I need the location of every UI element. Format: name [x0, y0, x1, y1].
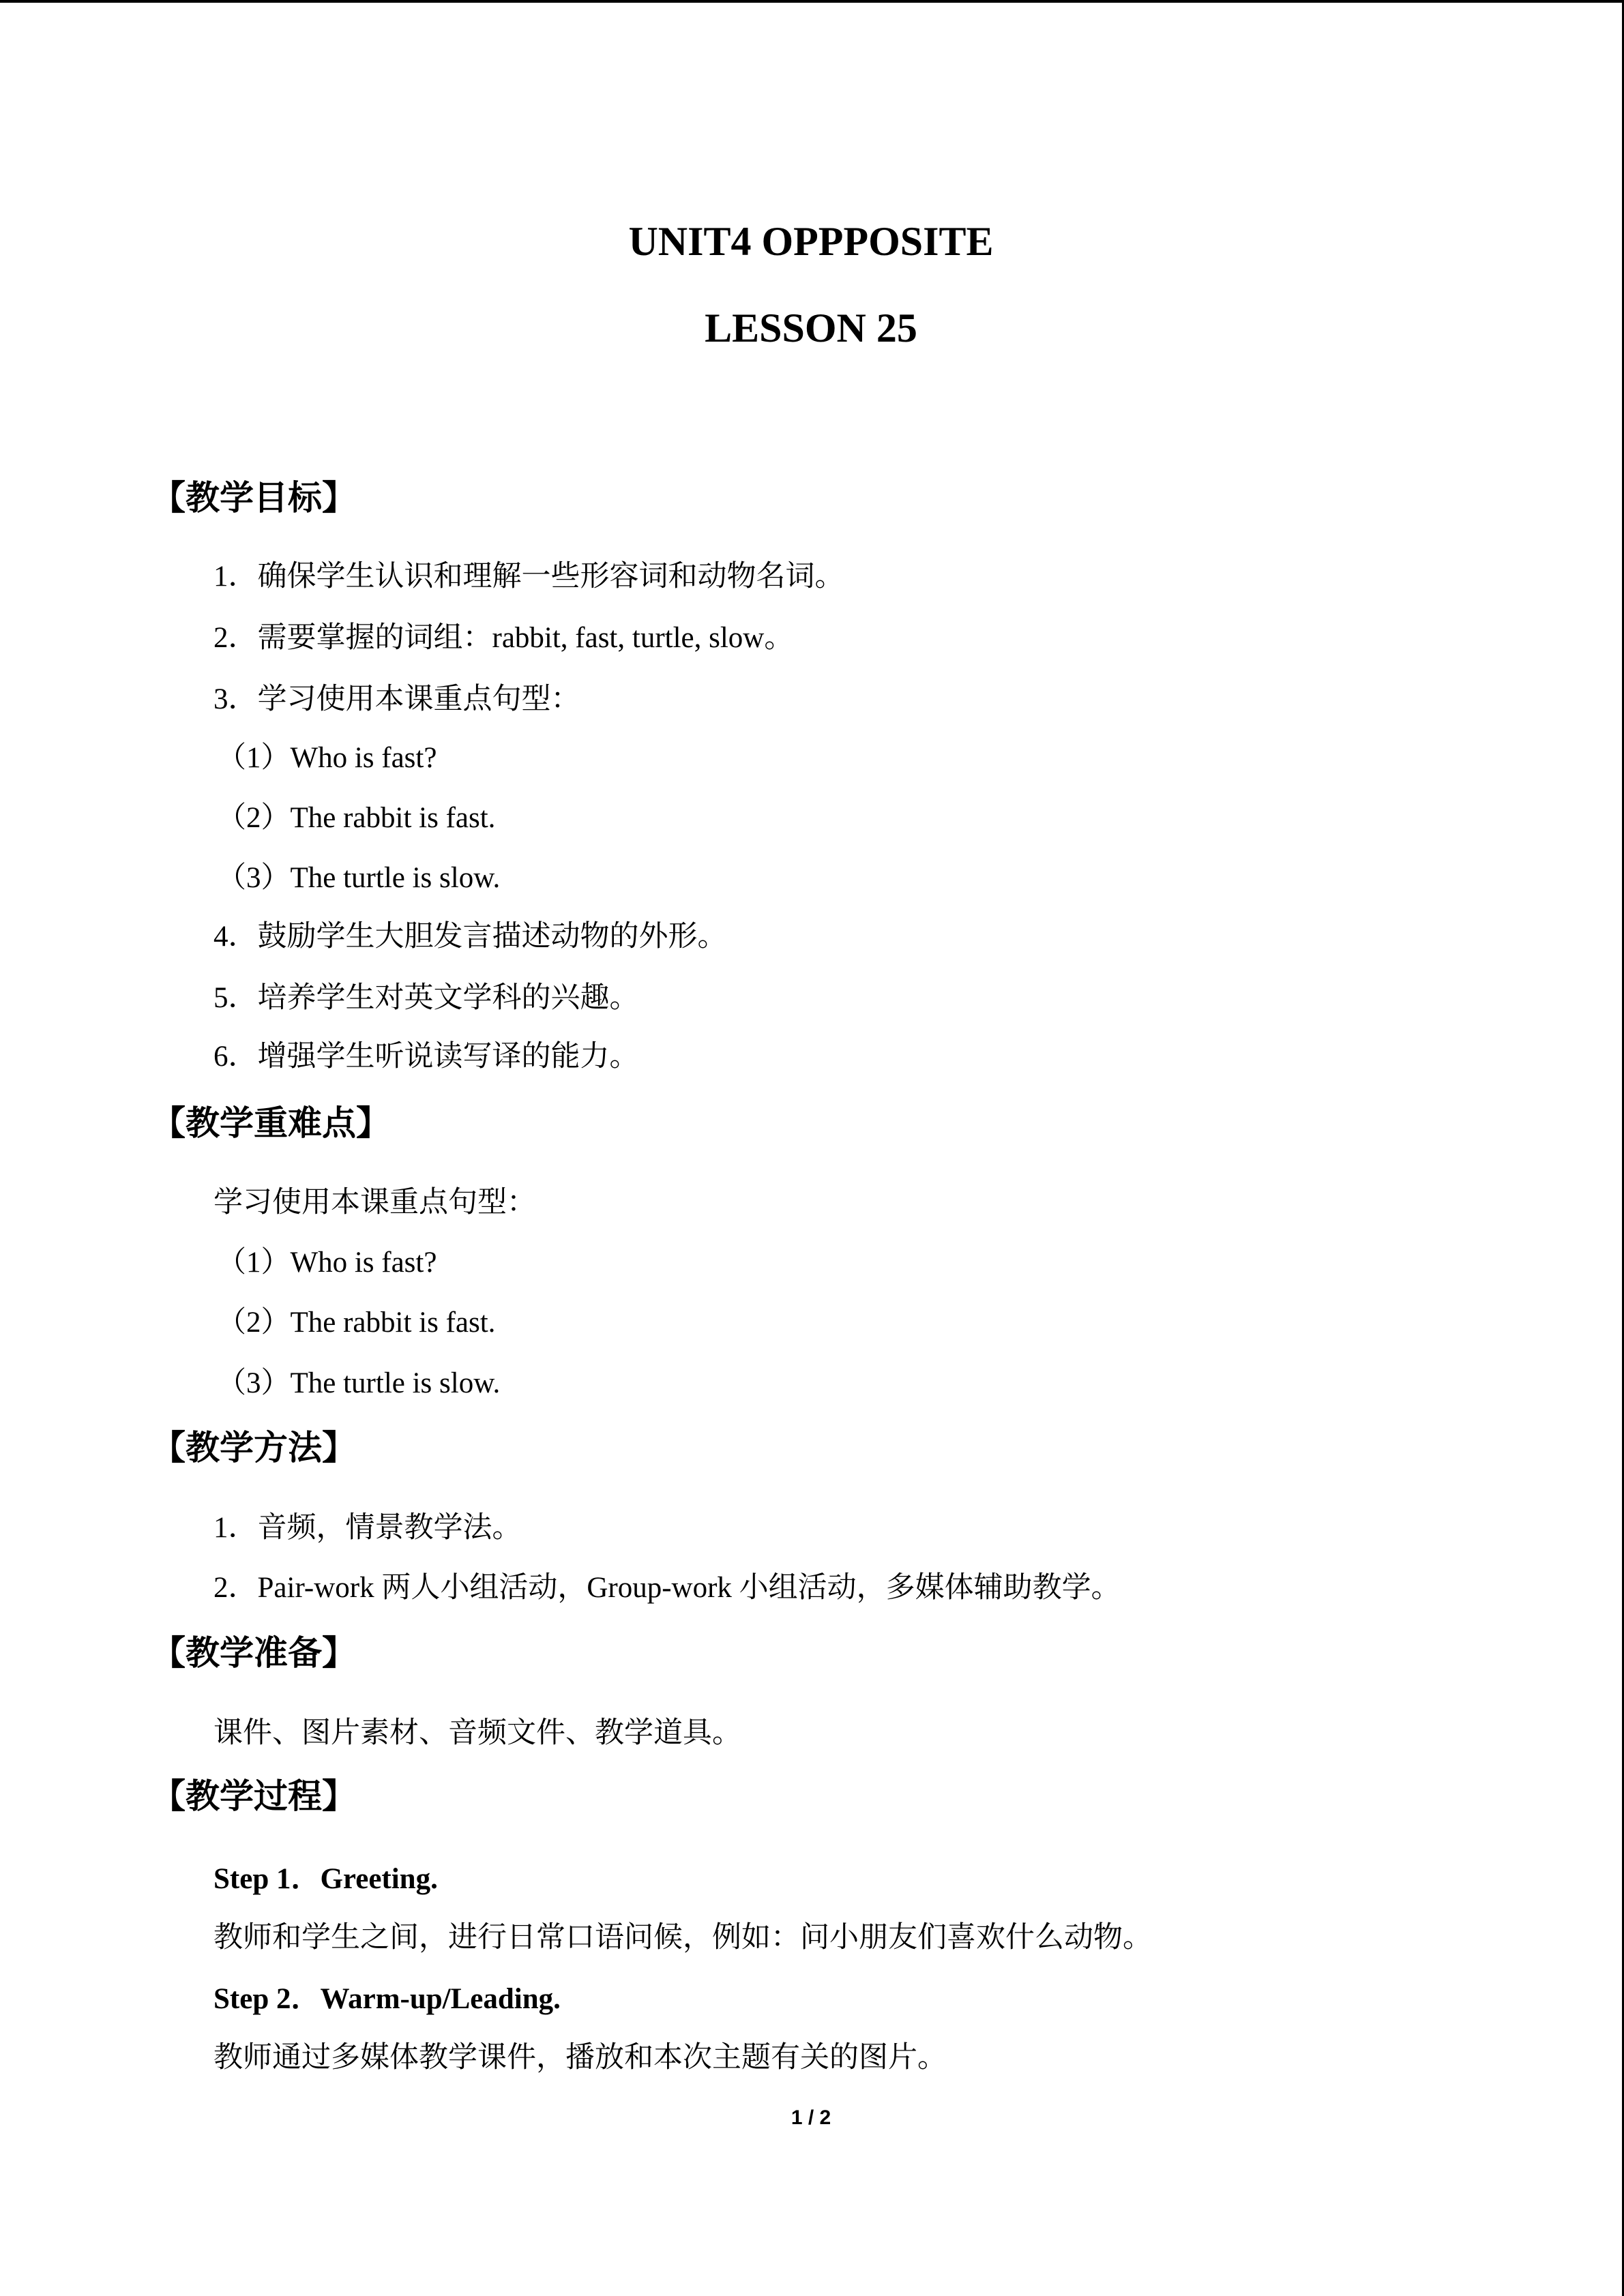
list-item: 1．音频，情景教学法。	[213, 1512, 522, 1544]
list-item: （1）Who is fast?	[217, 742, 437, 774]
list-item: 1．确保学生认识和理解一些形容词和动物名词。	[213, 561, 844, 593]
document-title: UNIT4 OPPPOSITE	[628, 219, 994, 264]
list-item: （1）Who is fast?	[217, 1247, 437, 1279]
step-text: 教师和学生之间，进行日常口语问候，例如：问小朋友们喜欢什么动物。	[213, 1922, 1152, 1954]
step-label: Step 1．Greeting.	[213, 1863, 438, 1895]
page-number: 1 / 2	[791, 2106, 831, 2129]
section-heading-objectives: 【教学目标】	[151, 478, 356, 518]
section-heading-preparation: 【教学准备】	[151, 1633, 356, 1673]
list-item: （3）The turtle is slow.	[217, 1367, 501, 1399]
section-heading-key-points: 【教学重难点】	[151, 1103, 390, 1143]
list-item: 课件、图片素材、音频文件、教学道具。	[213, 1717, 741, 1749]
list-item: 6．增强学生听说读写译的能力。	[213, 1041, 639, 1073]
list-item: 3．学习使用本课重点句型：	[213, 683, 580, 715]
list-item: （2）The rabbit is fast.	[217, 802, 496, 834]
step-label: Step 2．Warm-up/Leading.	[213, 1983, 561, 2015]
list-item: 学习使用本课重点句型：	[213, 1187, 536, 1219]
list-item: 4．鼓励学生大胆发言描述动物的外形。	[213, 921, 727, 953]
lesson-title: LESSON 25	[705, 305, 917, 351]
list-item: 5．培养学生对英文学科的兴趣。	[213, 982, 639, 1014]
list-item: （3）The turtle is slow.	[217, 862, 501, 894]
section-heading-methods: 【教学方法】	[151, 1428, 356, 1467]
step-text: 教师通过多媒体教学课件，播放和本次主题有关的图片。	[213, 2042, 947, 2074]
list-item: 2．Pair-work 两人小组活动，Group-work 小组活动，多媒体辅助教学。	[213, 1572, 1121, 1604]
section-heading-process: 【教学过程】	[151, 1776, 356, 1816]
list-item: （2）The rabbit is fast.	[217, 1307, 496, 1339]
list-item: 2．需要掌握的词组：rabbit, fast, turtle, slow。	[213, 622, 794, 654]
